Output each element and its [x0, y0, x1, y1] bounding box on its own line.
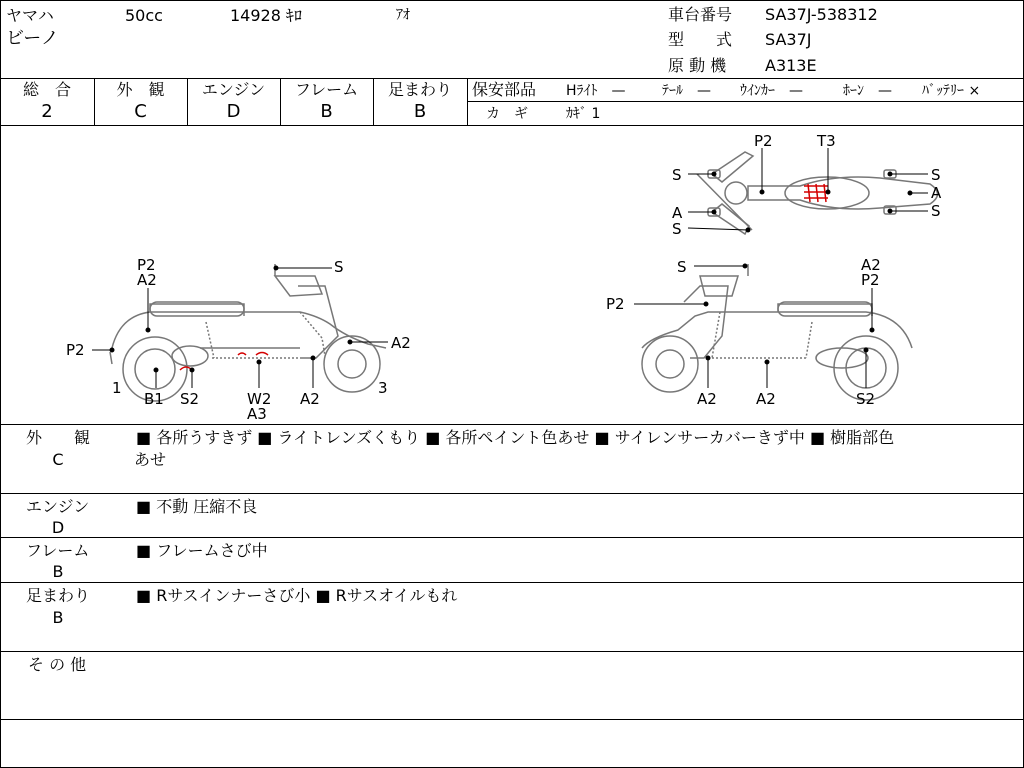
label-right-a2-top: P2	[861, 271, 880, 289]
grade-exterior-value: C	[134, 101, 147, 122]
label-left-s: S	[334, 258, 344, 276]
note-frame-label: フレーム	[26, 541, 90, 560]
notes-line	[0, 582, 1024, 583]
label-left-a2-bottom: A2	[300, 390, 320, 408]
grade-engine-value: D	[226, 101, 241, 122]
note-engine-text: ■ 不動 圧縮不良	[136, 497, 258, 516]
header-model: ビーノ	[6, 28, 59, 49]
key-label: カ ギ	[486, 106, 528, 122]
diagram-bottom-line	[0, 424, 1024, 425]
label-top-s-right2: S	[931, 202, 941, 220]
label-left-1: 1	[112, 379, 122, 397]
frame-no-label: 車台番号	[668, 5, 733, 24]
note-frame-grade: B	[52, 562, 64, 581]
label-right-s: S	[677, 258, 687, 276]
key-value: ｶｷﾞ 1	[566, 106, 601, 122]
grade-divider	[467, 78, 468, 125]
label-top-s-left2: S	[672, 220, 682, 238]
label-top-a-left: A	[672, 204, 683, 222]
label-top-s-left1: S	[672, 166, 682, 184]
safety-mid-line	[467, 101, 1024, 102]
label-left-a2-front: A2	[391, 334, 411, 352]
label-top-p2: P2	[754, 132, 773, 150]
label-right-s2: S2	[856, 390, 876, 408]
grade-top-line	[0, 78, 1024, 79]
header-maker: ヤマハ	[6, 6, 54, 25]
note-other-label: そ の 他	[28, 655, 87, 674]
label-left-3: 3	[378, 379, 388, 397]
type-label: 型 式	[668, 30, 733, 49]
notes-line	[0, 537, 1024, 538]
grade-frame-label: フレーム	[294, 80, 359, 99]
label-left-a2-top: A2	[137, 271, 157, 289]
grade-total-label: 総 合	[22, 80, 71, 99]
label-right-p2-side: P2	[606, 295, 625, 313]
label-top-a-right: A	[931, 184, 942, 202]
frame-no-value: SA37J-538312	[765, 5, 878, 24]
safety-label: 保安部品	[472, 80, 537, 99]
label-left-p2-top: P2	[137, 256, 156, 274]
header-color: ｱｵ	[396, 7, 410, 23]
grade-engine-label: エンジン	[201, 80, 266, 99]
safety-headlight: Hﾗｲﾄ —	[566, 83, 626, 99]
type-value: SA37J	[765, 30, 812, 49]
safety-winker: ｳｲﾝｶｰ —	[740, 83, 803, 99]
note-exterior-label: 外 観	[26, 428, 91, 447]
note-engine-label: エンジン	[26, 497, 90, 516]
notes-line	[0, 651, 1024, 652]
header-displacement: 50cc	[125, 6, 163, 25]
label-left-p2-side: P2	[66, 341, 85, 359]
grade-frame-value: B	[320, 101, 333, 122]
grade-exterior-label: 外 観	[116, 80, 165, 99]
note-exterior-text: ■ 各所うすきず ■ ライトレンズくもり ■ 各所ペイント色あせ ■ サイレンサーカバーきず中 ■ 樹脂部色	[136, 428, 895, 447]
label-left-b1: B1	[144, 390, 164, 408]
note-exterior-text-cont: あせ	[134, 450, 167, 469]
engine-value: A313E	[765, 56, 817, 75]
header-mileage: 14928 ｷﾛ	[230, 6, 302, 25]
label-left-s2: S2	[180, 390, 200, 408]
safety-battery: ﾊﾞｯﾃﾘｰ ×	[922, 83, 981, 99]
note-suspension-label: 足まわり	[26, 586, 91, 605]
grade-suspension-value: B	[413, 101, 427, 122]
label-right-a2-2: A2	[756, 390, 776, 408]
grade-suspension-label: 足まわり	[387, 80, 452, 99]
note-suspension-text: ■ Rサスインナーさび小 ■ Rサスオイルもれ	[136, 586, 458, 605]
label-left-a3: A3	[247, 405, 267, 423]
note-frame-text: ■ フレームさび中	[136, 541, 268, 560]
note-engine-grade: D	[51, 518, 65, 537]
safety-tail: ﾃｰﾙ —	[662, 83, 711, 99]
label-right-a2-1: A2	[697, 390, 717, 408]
note-exterior-grade: C	[52, 450, 64, 469]
label-left-w2: W2	[247, 390, 272, 408]
engine-label: 原 動 機	[668, 56, 727, 75]
grade-total-value: 2	[41, 101, 53, 122]
label-right-p2-top: A2	[861, 256, 881, 274]
note-suspension-grade: B	[52, 608, 64, 627]
label-top-t3: T3	[817, 132, 836, 150]
label-top-s-right1: S	[931, 166, 941, 184]
safety-horn: ﾎｰﾝ —	[843, 83, 892, 99]
notes-line	[0, 719, 1024, 720]
notes-line	[0, 493, 1024, 494]
